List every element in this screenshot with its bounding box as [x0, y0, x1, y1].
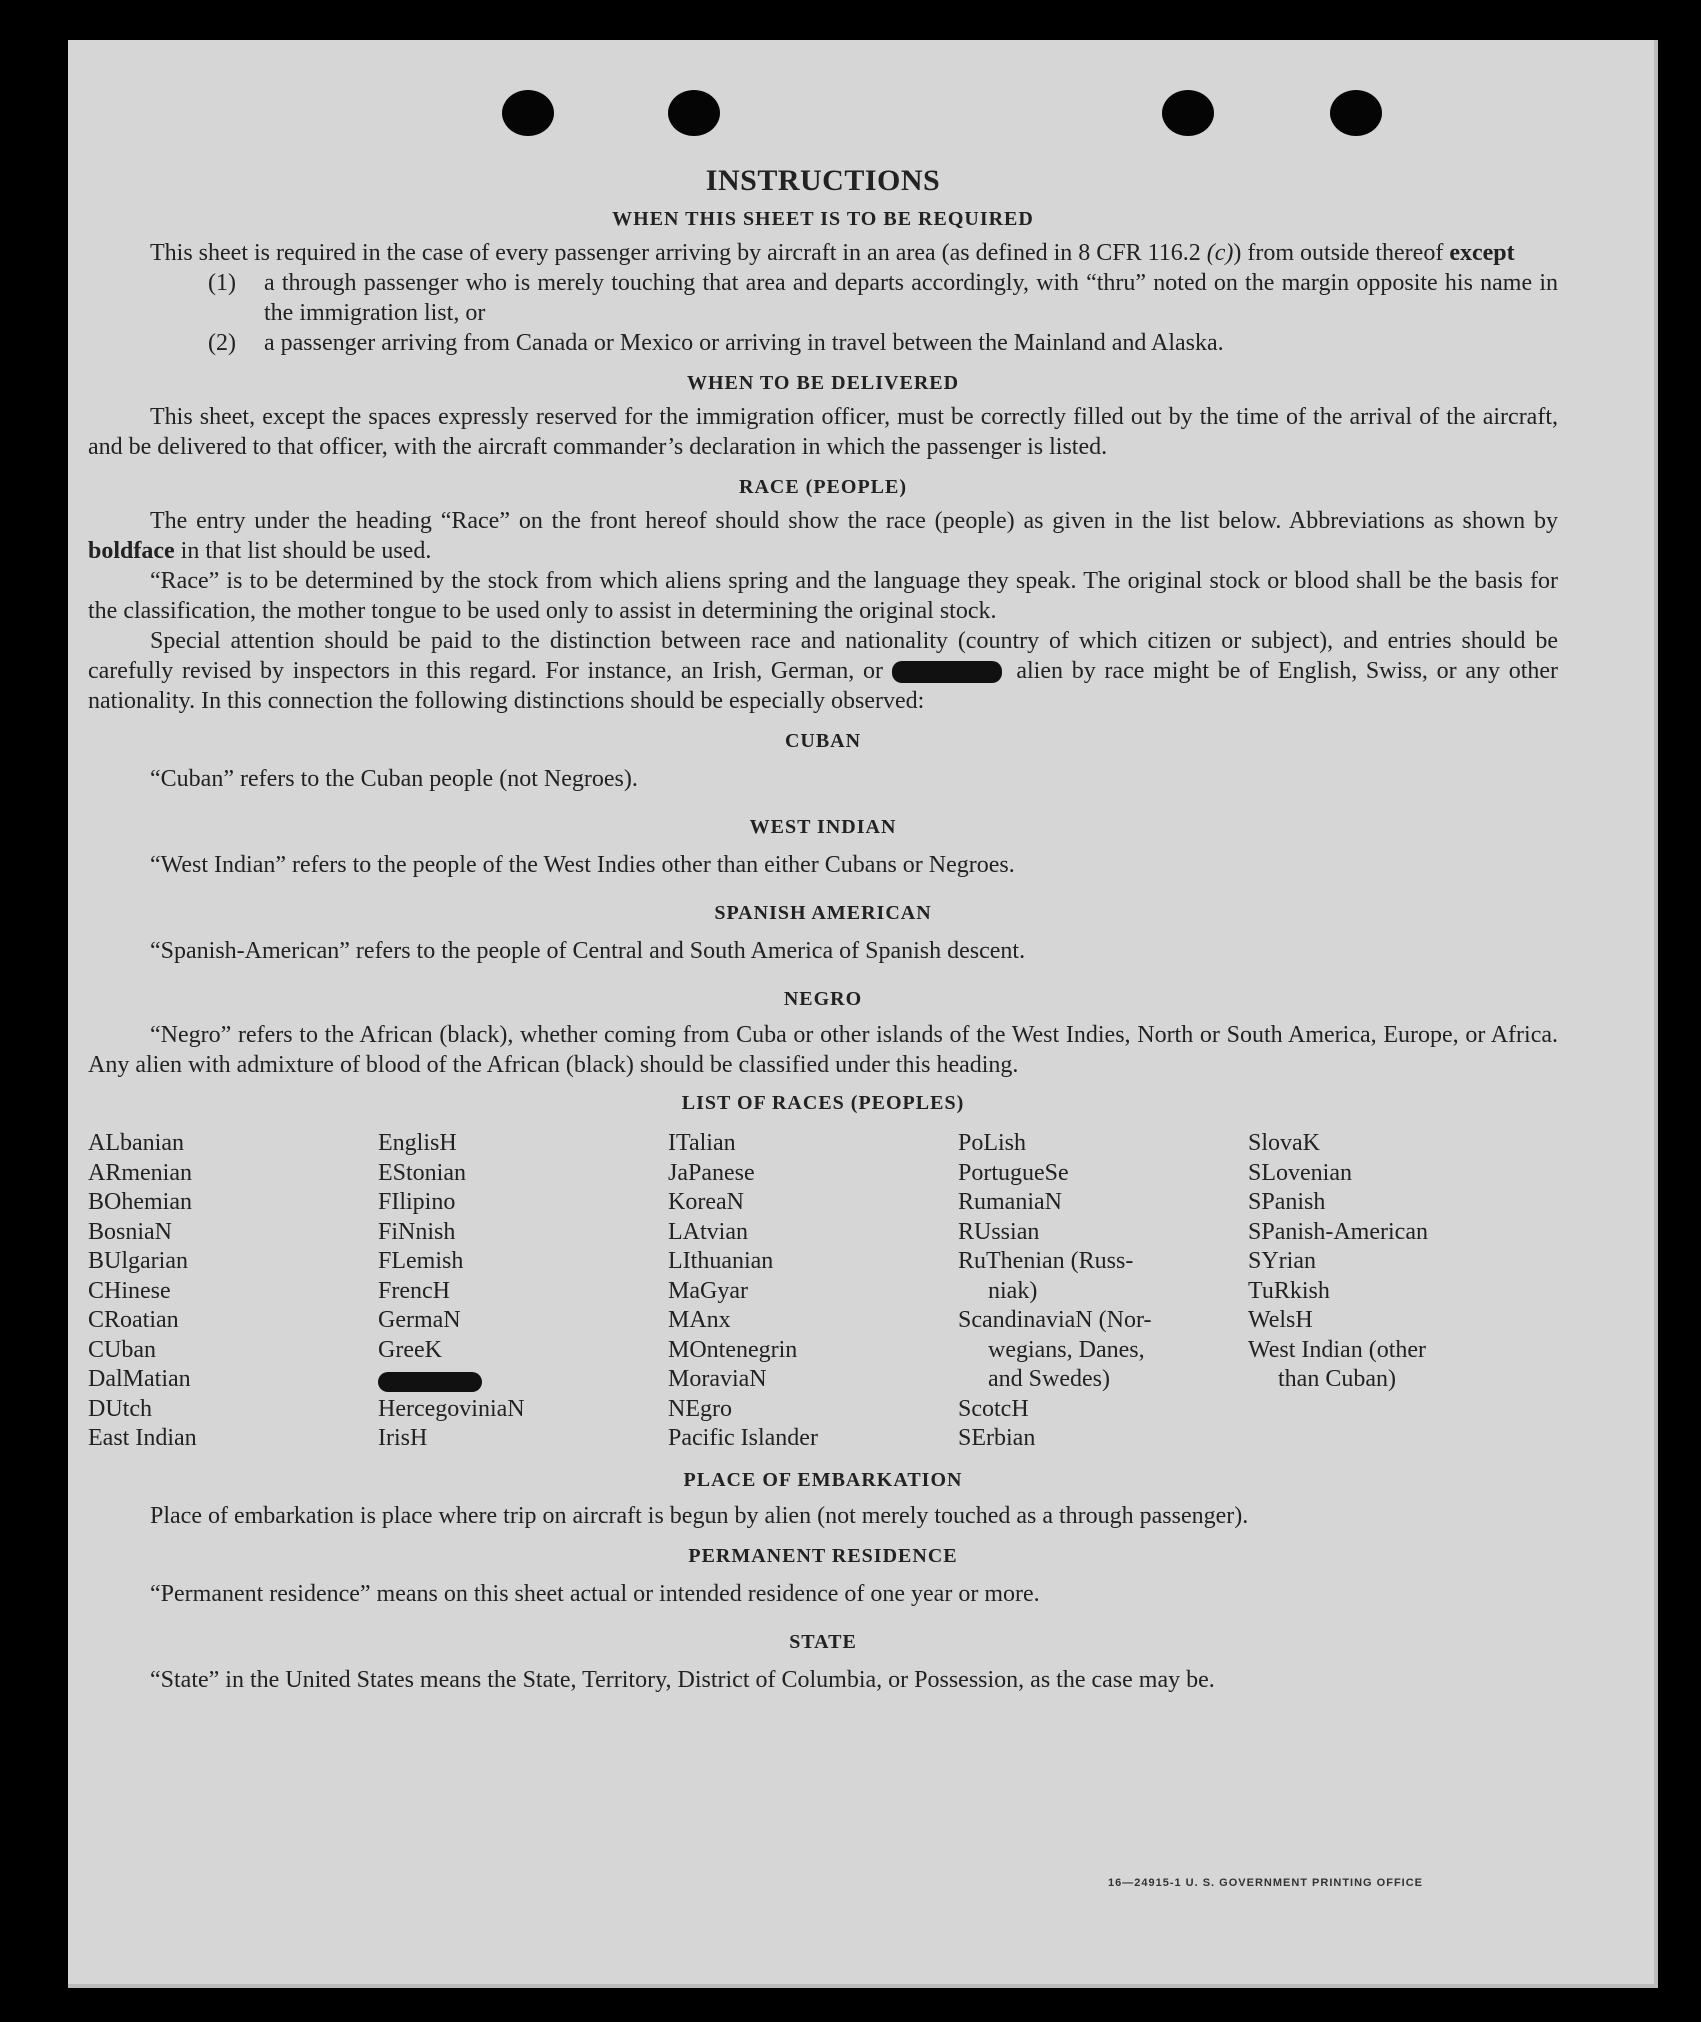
redaction-mark: [892, 661, 1002, 683]
heading-residence: PERMANENT RESIDENCE: [688, 1544, 958, 1567]
races-column-4: [958, 1128, 1248, 1453]
race-entry: HercegoviniaN: [378, 1395, 525, 1422]
race-p1-bold: boldface: [88, 538, 175, 564]
punch-hole: [1330, 90, 1382, 136]
races-column-3: [668, 1128, 958, 1453]
printing-office-code: 16—24915-1 U. S. GOVERNMENT PRINTING OFFICE: [1108, 1877, 1424, 1889]
race-entry: FrencH: [378, 1277, 450, 1304]
race-entry: PoLish: [958, 1130, 1027, 1156]
race-entry: BUlgarian: [88, 1248, 188, 1274]
required-item-1: [88, 268, 1558, 328]
race-paragraph-1: [88, 506, 1558, 566]
race-entry: FLemish: [378, 1248, 464, 1274]
races-column-1: [88, 1128, 378, 1453]
page-title: INSTRUCTIONS: [705, 164, 941, 197]
race-entry: IrisH: [378, 1425, 428, 1451]
race-entry-continued: wegians, Danes,: [988, 1336, 1145, 1363]
document-page: [68, 40, 1658, 1988]
race-entry: BosniaN: [88, 1218, 172, 1245]
race-entry: EnglisH: [378, 1130, 457, 1156]
race-entry: ALbanian: [88, 1130, 184, 1156]
required-item-2: [88, 328, 1558, 358]
item-number: (1): [208, 270, 236, 296]
race-entry-continued: niak): [988, 1277, 1038, 1304]
race-p3-text-2: alien by race might be of English, Swiss, or any other nationality. In this connection the following distinctions should be especially observed:: [88, 658, 1559, 714]
race-entry: RUssian: [958, 1218, 1040, 1245]
race-entry: SPanish-American: [1248, 1218, 1428, 1245]
race-entry: PortugueSe: [958, 1159, 1069, 1186]
residence-text: “Permanent residence” means on this sheet actual or intended residence of one year or more.: [150, 1580, 1040, 1607]
race-entry: WelsH: [1248, 1307, 1313, 1333]
race-entry: GreeK: [378, 1336, 442, 1363]
instructions-body: [88, 166, 1558, 1695]
heading-state: STATE: [789, 1630, 857, 1653]
heading-west-indian: WEST INDIAN: [749, 816, 897, 838]
race-entry: SErbian: [958, 1425, 1036, 1451]
required-intro: [88, 238, 1558, 268]
negro-text: “Negro” refers to the African (black), whether coming from Cuba or other islands of the West Indies, North or South America, Europe, or Africa. Any alien with admixture of blood of the African (black) should be classified under this heading.: [88, 1022, 1558, 1078]
heading-cuban: CUBAN: [784, 730, 862, 752]
delivered-text: This sheet, except the spaces expressly reserved for the immigration officer, must be correctly filled out by the time of the arrival of the aircraft, and be delivered to that officer, with the aircraft commander’s declaration in which the passenger is listed.: [88, 404, 1558, 460]
item-text: a passenger arriving from Canada or Mexico or arriving in travel between the Mainland and Alaska.: [264, 330, 1224, 356]
race-entry: Pacific Islander: [668, 1425, 818, 1451]
required-intro-c: (c): [1206, 240, 1234, 266]
required-intro-text: This sheet is required in the case of every passenger arriving by aircraft in an area (as defined in 8 CFR 116.2: [150, 240, 1207, 266]
race-entry-redacted: [378, 1364, 668, 1394]
race-entry: LIthuanian: [668, 1248, 774, 1274]
state-text: “State” in the United States means the State, Territory, District of Columbia, or Possession, as the case may be.: [150, 1666, 1215, 1693]
race-paragraph-2: “Race” is to be determined by the stock from which aliens spring and the language they speak. The original stock or blood shall be the basis for the classification, the mother tongue to be used only to assist in determining the original stock.: [88, 568, 1558, 624]
race-entry: FIlipino: [378, 1189, 456, 1215]
heading-required: WHEN THIS SHEET IS TO BE REQUIRED: [612, 208, 1034, 230]
punch-hole: [502, 90, 554, 136]
race-p1-text: The entry under the heading “Race” on the front hereof should show the race (people) as given in the list below. Abbreviations as shown by: [150, 508, 1558, 534]
race-entry: EStonian: [378, 1159, 466, 1186]
race-entry: DUtch: [88, 1395, 152, 1422]
race-entry: ARmenian: [88, 1159, 192, 1186]
races-column-2: [378, 1128, 668, 1453]
race-entry: RuThenian (Russ-: [958, 1248, 1134, 1274]
race-entry: MOntenegrin: [668, 1336, 798, 1363]
race-entry: NEgro: [668, 1395, 732, 1422]
race-entry: TuRkish: [1248, 1277, 1330, 1304]
race-entry-continued: than Cuban): [1278, 1366, 1396, 1392]
embarkation-text: Place of embarkation is place where trip on aircraft is begun by alien (not merely touched as a through passenger).: [150, 1502, 1249, 1529]
punch-hole: [668, 90, 720, 136]
race-entry: CUban: [88, 1336, 156, 1363]
race-entry: West Indian (other: [1248, 1336, 1427, 1363]
race-entry: MoraviaN: [668, 1366, 767, 1392]
heading-delivered: WHEN TO BE DELIVERED: [686, 372, 960, 394]
race-entry: BOhemian: [88, 1189, 192, 1215]
race-entry: FiNnish: [378, 1218, 456, 1245]
heading-spanish-american: SPANISH AMERICAN: [714, 902, 932, 924]
race-entry: ITalian: [668, 1130, 736, 1156]
heading-embarkation: PLACE OF EMBARKATION: [683, 1468, 963, 1491]
race-entry-continued: and Swedes): [988, 1366, 1110, 1392]
race-entry: ScandinaviaN (Nor-: [958, 1307, 1152, 1333]
race-paragraph-3: [88, 626, 1558, 716]
required-intro-text-2: ) from outside thereof: [1233, 240, 1450, 266]
race-p1-text-2: in that list should be used.: [174, 538, 432, 564]
race-entry: SlovaK: [1248, 1130, 1320, 1156]
spanish-american-text: “Spanish-American” refers to the people of Central and South America of Spanish descent.: [150, 938, 1026, 964]
race-entry: MAnx: [668, 1307, 731, 1333]
race-entry: DalMatian: [88, 1366, 191, 1392]
item-number: (2): [208, 330, 236, 356]
race-entry: LAtvian: [668, 1218, 748, 1245]
race-entry: ScotcH: [958, 1395, 1029, 1422]
punch-hole: [1162, 90, 1214, 136]
race-entry: KoreaN: [668, 1189, 744, 1215]
race-entry: East Indian: [88, 1425, 197, 1451]
race-p3-text: Special attention should be paid to the distinction between race and nationality (country of which citizen or subject), and entries should be carefully revised by inspectors in this regard. For instance, an Irish, German, or: [88, 628, 1558, 684]
race-entry: JaPanese: [668, 1159, 755, 1186]
heading-negro: NEGRO: [783, 988, 863, 1010]
races-list: [88, 1128, 1558, 1453]
race-entry: SLovenian: [1248, 1159, 1352, 1186]
race-entry: SYrian: [1248, 1248, 1316, 1274]
required-except: except: [1449, 240, 1515, 266]
race-entry: RumaniaN: [958, 1189, 1062, 1215]
heading-list-of-races: LIST OF RACES (PEOPLES): [681, 1092, 965, 1114]
race-entry: MaGyar: [668, 1277, 748, 1304]
race-entry: GermaN: [378, 1307, 461, 1333]
races-column-5: [1248, 1128, 1538, 1453]
race-entry: CRoatian: [88, 1307, 179, 1333]
west-indian-text: “West Indian” refers to the people of the West Indies other than either Cubans or Negroes.: [150, 852, 1015, 878]
race-entry: CHinese: [88, 1277, 171, 1304]
cuban-text: “Cuban” refers to the Cuban people (not Negroes).: [150, 766, 638, 792]
heading-race: RACE (PEOPLE): [739, 476, 907, 498]
redaction-mark: [378, 1372, 482, 1392]
race-entry: SPanish: [1248, 1189, 1326, 1215]
item-text: a through passenger who is merely touching that area and departs accordingly, with “thru” noted on the margin opposite his name in the immigration list, or: [264, 270, 1558, 326]
